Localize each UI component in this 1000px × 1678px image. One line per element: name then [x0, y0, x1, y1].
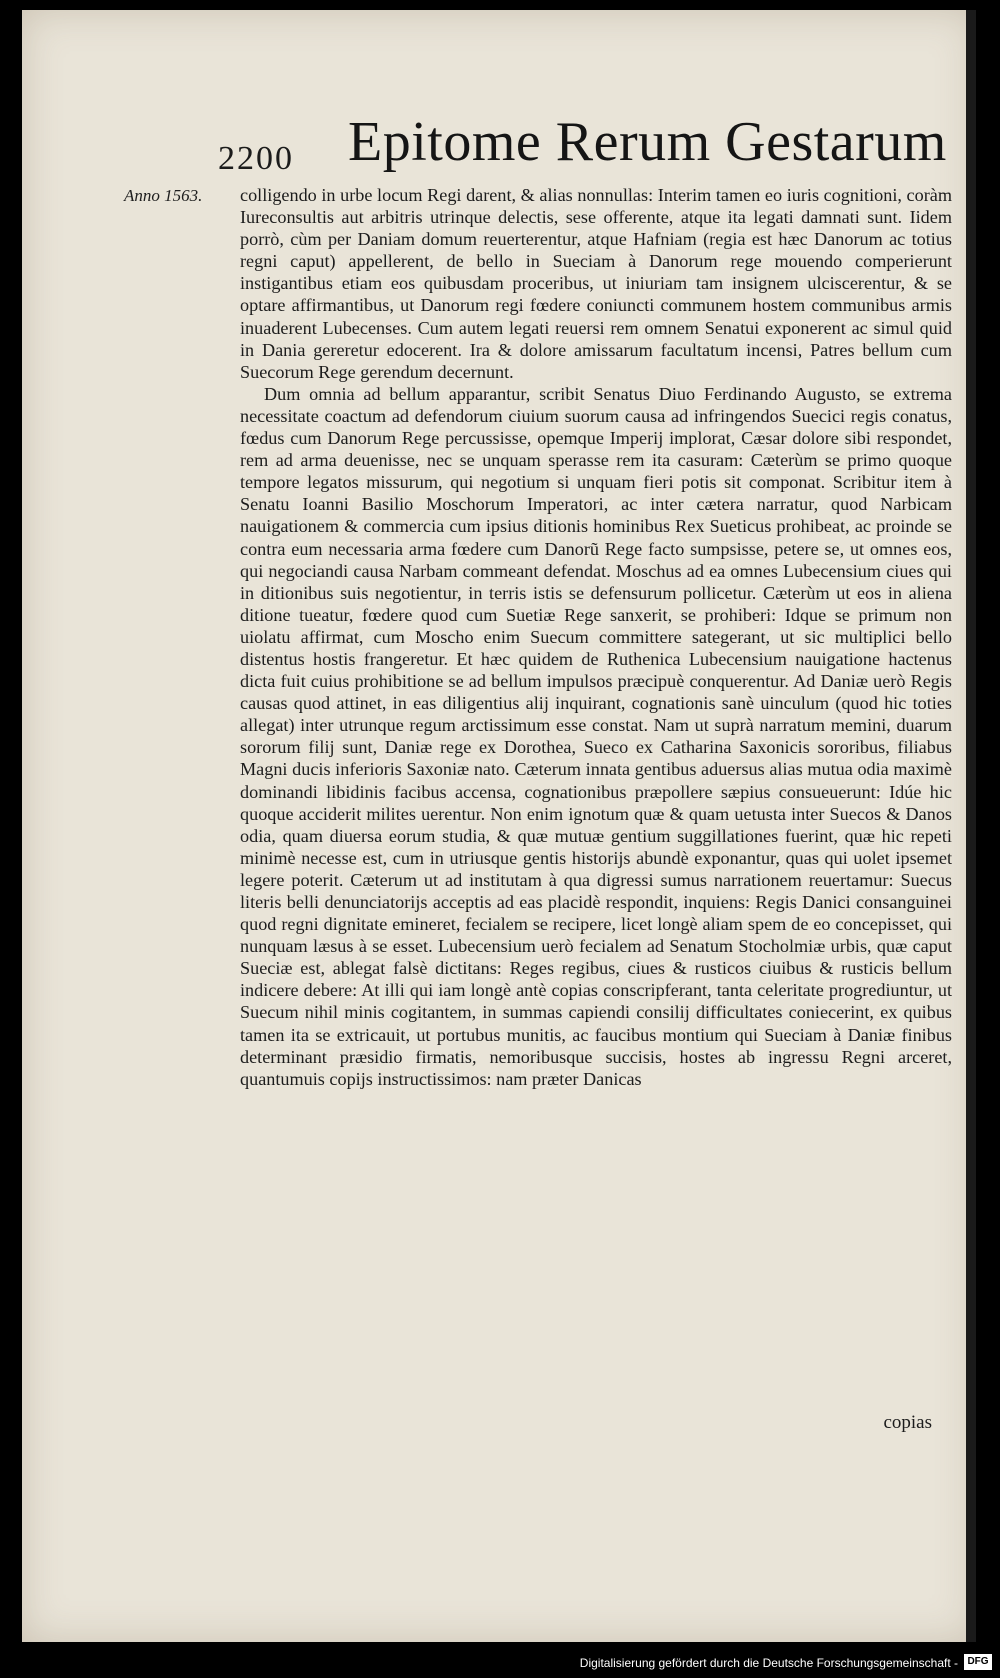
- page-header: [218, 110, 947, 180]
- paragraph: Dum omnia ad bellum apparantur, scribit Senatus Diuo Ferdinando Augusto, se extrema necessitate coactum ad defendorum ciuium suorum causa ad infringendos Suecici regis conatus, fœdus cum Danorum Rege percussisse, opemque Imperij implorat, Cæsar dolore sibi respondet, rem ad arma deuenisse, nec se unquam sperasse rem ita casuram: Cæterùm se primo quoque tempore legatos missurum, qui negotium si unquam fieri potis sit componat. Scribitur item à Senatu Ioanni Basilio Moschorum Imperatori, ac inter cætera narratur, quod Narbicam nauigationem & commercia cum ipsius ditionis hominibus Rex Sueticus prohibeat, ac proinde se contra eum necessaria arma fœdere cum Danorũ Rege facto sumpsisse, petere se, ut omnes eos, qui negociandi causa Narbam commeant defendat. Moschus ad ea omnes Lubecensium ciues qui in ditionibus suis negotientur, in terris istis se defensurum pollicetur. Cæterùm ut eos in aliena ditione tueatur, fœdere quod cum Suetiæ Rege sanxerit, se prohiberi: Idque se primum non uiolatu affirmat, cum Moscho enim Suecum committere sategerant, ut sic multiplici bello distentus hostis frangeretur. Et hæc quidem de Ruthenica Lubecensium nauigatione hactenus dicta fuit cuius prohibitione se ad bellum impulsos præcipuè conquerentur. Ad Daniæ uerò Regis causas quod attinet, in eas diligentius alij inquirant, cognationis sanè uinculum (quod hic toties allegat) inter utrunque regum arctissimum esse constat. Nam ut suprà narratum memini, duarum sororum filij sunt, Daniæ rege ex Dorothea, Sueco ex Catharina Saxonicis sororibus, filiabus Magni ducis inferioris Saxoniæ nato. Cæterum innata gentibus aduersus alias mutua odia maximè dominandi libidinis facibus accensa, cognationibus præpollere sæpius consueuerunt: Idúe hic quoque acciderit milites uerentur. Non enim ignotum quæ & quam uetusta inter Suecos & Danos odia, quam diuersa eorum studia, & quæ mutuæ gentium suggillationes fuerint, quæ hic repeti minimè necesse est, cum in utriusque gentis historijs abundè exponantur, quas qui uolet ipsemet legere poterit. Cæterum ut ad institutam à qua digressi sumus narrationem reuertamur: Suecus literis belli denunciatorijs acceptis ad eas placidè respondit, inquiens: Regis Danici consanguinei quod regni dignitate emineret, fecialem se recipere, licet longè aliam spem de eo concepisset, qui nunquam læsus à se esset. Lubecensium uerò fecialem ad Senatum Stocholmiæ urbis, quæ caput Sueciæ est, ablegat falsè dictitans: Reges regibus, ciues & rusticos ciuibus & rusticis bellum indicere debere: At illi qui iam longè antè copias conscripferant, tanta celeritate progrediuntur, ut Suecum nihil minis cogitantem, in summas capiendi consilij difficultates coniecerint, ex quibus tamen ita se extricauit, ut portubus munitis, ac faucibus montium qui Sueciam à Daniæ finibus determinant præsidio firmatis, nemoribusque succisis, hostes ab ingressu Regni arceret, quantumuis copijs instructissimos: nam præter Danicas: [240, 383, 952, 1089]
- digitization-credit: Digitalisierung gefördert durch die Deutsche Forschungsgemeinschaft -: [579, 1656, 958, 1670]
- body-text: [240, 184, 952, 1090]
- book-page: [22, 10, 976, 1642]
- margin-year-note: Anno 1563.: [124, 186, 203, 205]
- running-title: Epitome Rerum Gestarum: [348, 111, 947, 173]
- footer-bar: [0, 1642, 1000, 1678]
- page-number: 2200: [218, 140, 294, 177]
- page-edge-shadow: [966, 10, 976, 1642]
- dfg-logo-icon: DFG: [964, 1654, 992, 1670]
- paragraph: colligendo in urbe locum Regi darent, & alias nonnullas: Interim tamen eo iuris cognitioni, coràm Iureconsultis aut arbitris utrinque delectis, sese offerente, atque ita legati damnati sunt. Iidem porrò, cùm per Daniam domum reuerterentur, atque Hafniam (regia est hæc Danorum ac totius regni caput) appellerent, de bello in Sueciam à Danorum rege mouendo comperierunt instigantibus etiam eos quibusdam proceribus, ut iniuriam tam insignem ulciscerentur, & se optare affirmantibus, ut Danorum regi fœdere coniuncti communem hostem communibus armis inuaderent Lubecenses. Cum autem legati reuersi rem omnem Senatui exponerent ac simul quid in Dania gereretur edocerent. Ira & dolore amissarum facultatum incensi, Patres bellum cum Suecorum Rege gerendum decernunt.: [240, 185, 952, 382]
- catchword: copias: [883, 1412, 932, 1433]
